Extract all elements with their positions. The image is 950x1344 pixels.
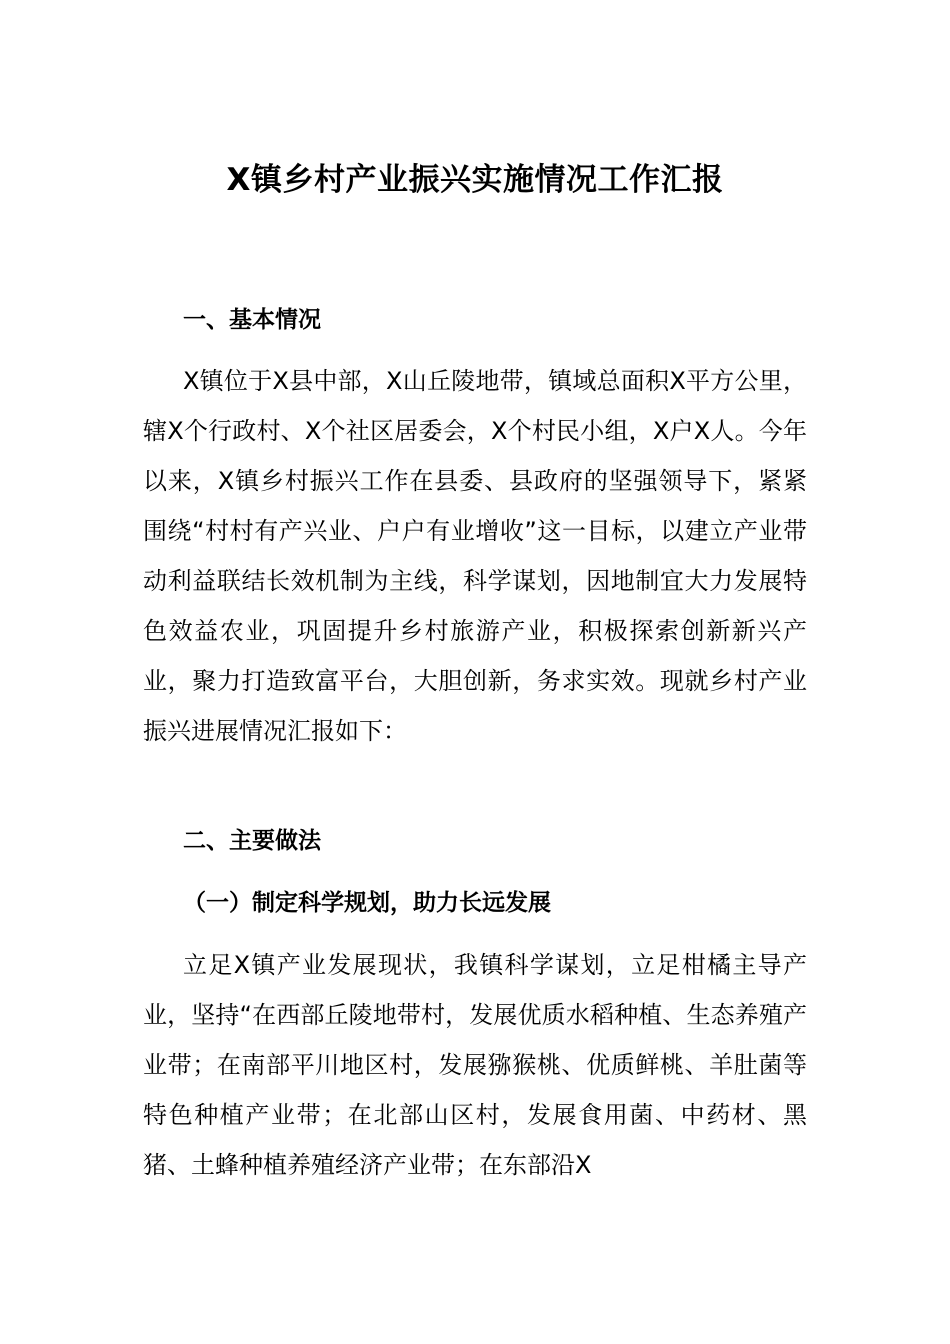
paragraph-scientific-planning: 立足X镇产业发展现状，我镇科学谋划，立足柑橘主导产业，坚持“在西部丘陵地带村，发展优质水稻种植、生态养殖产业带；在南部平川地区村，发展猕猴桃、优质鲜桃、羊肚菌等特色种植产业带；在北部山区村，发展食用菌、中药材、黑猪、土蜂种植养殖经济产业带；在东部沿X — [143, 951, 807, 1179]
paragraph-basic-info: X镇位于X县中部，X山丘陵地带，镇域总面积X平方公里，辖X个行政村、X个社区居委会，X个村民小组，X户X人。今年以来，X镇乡村振兴工作在县委、县政府的坚强领导下，紧紧围绕“村村有产兴业、户户有业增收”这一目标，以建立产业带动利益联结长效机制为主线，科学谋划，因地制宜大力发展特色效益农业，巩固提升乡村旅游产业，积极探索创新新兴产业，聚力打造致富平台，大胆创新，务求实效。现就乡村产业振兴进展情况汇报如下： — [143, 367, 807, 745]
document-title: X镇乡村产业振兴实施情况工作汇报 — [226, 162, 724, 198]
subsection-heading-scientific-planning: （一）制定科学规划，助力长远发展 — [183, 890, 551, 916]
section-heading-main-practices: 二、主要做法 — [183, 828, 321, 854]
section-heading-basic-info: 一、基本情况 — [183, 307, 321, 333]
